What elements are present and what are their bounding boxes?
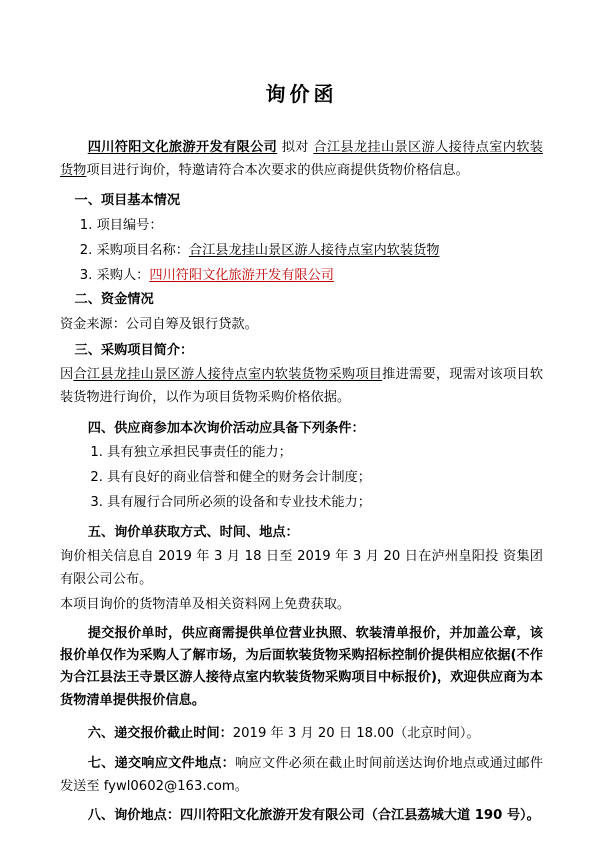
intro-project: 合江县龙挂山景区游人接待点室内软装货物 [60, 140, 543, 178]
page-title: 询价函 [265, 82, 338, 106]
section-heading-1: 一、项目基本情况 [74, 193, 181, 209]
section-heading-8: 八、询价地点：四川符阳文化旅游开发有限公司（合江县荔城大道 190 号）。 [87, 808, 540, 824]
intro-company: 四川符阳文化旅游开发有限公司 [87, 140, 278, 155]
deadline-value: 2019 年 3 月 20 日 18.00（北京时间）。 [232, 726, 480, 742]
project-number-line [60, 215, 543, 238]
project-name-label: 2. 采购项目名称： [79, 242, 189, 258]
section-heading-4: 四、供应商参加本次询价活动应具备下列条件： [87, 420, 365, 436]
project-intro-paragraph [60, 364, 543, 409]
section-heading-3: 三、采购项目简介： [74, 342, 194, 358]
project-intro-underlined: 合江县龙挂山景区游人接待点室内软装货物采购项目 [73, 367, 383, 383]
condition-item-2: 2. 具有良好的商业信誉和健全的财务会计制度； [90, 470, 371, 486]
section-6-line [60, 723, 543, 746]
project-name-value: 合江县龙挂山景区游人接待点室内软装货物 [188, 242, 440, 258]
project-number-label: 1. 项目编号： [79, 218, 163, 234]
section-7-line [60, 753, 543, 798]
project-intro-lead: 因 [60, 367, 74, 383]
section-heading-7: 七、递交响应文件地点： [87, 756, 236, 772]
purchaser-value: 四川符阳文化旅游开发有限公司 [149, 267, 334, 283]
quotation-requirements-paragraph: 提交报价单时，供应商需提供单位营业执照、软装清单报价，并加盖公章，该报价单仅作为采购人了解市场，为后面软装货物采购招标控制价提供相应依据(不作为合江县法王寺景区游人接待点室内软装货物采购项目中标报价)，欢迎供应商为本货物清单提供报价信息。 [60, 625, 543, 708]
intro-tail: 项目进行询价，特邀请符合本次要求的供应商提供货物价格信息。 [86, 162, 469, 178]
purchaser-label: 3. 采购人： [79, 267, 150, 283]
condition-item-1: 1. 具有独立承担民事责任的能力； [90, 445, 292, 461]
section-heading-6: 六、递交报价截止时间： [87, 726, 233, 742]
project-name-line [60, 240, 543, 263]
funding-source-line: 资金来源：公司自筹及银行贷款。 [60, 316, 258, 332]
section-heading-5: 五、询价单获取方式、时间、地点： [87, 524, 299, 540]
intro-middle: 拟对 [281, 140, 309, 155]
project-intro-rest: 推进需要，现需对该项目软装货物进行询价，以作为项目货物采购价格依据。 [60, 367, 544, 406]
free-download-paragraph: 本项目询价的货物清单及相关资料网上免费获取。 [60, 597, 351, 613]
section-heading-2: 二、资金情况 [74, 292, 154, 308]
purchaser-line [60, 265, 543, 288]
condition-item-3: 3. 具有履行合同所必须的设备和专业技术能力； [90, 494, 371, 510]
submission-location-value: 响应文件必须在截止时间前送达询价地点或通过邮件发送至 fywl0602@163.com。 [60, 756, 544, 794]
intro-paragraph [60, 137, 543, 182]
quotation-availability-paragraph: 询价相关信息自 2019 年 3 月 18 日至 2019 年 3 月 20 日在泸州皇阳投 资集团有限公司公布。 [60, 549, 543, 587]
